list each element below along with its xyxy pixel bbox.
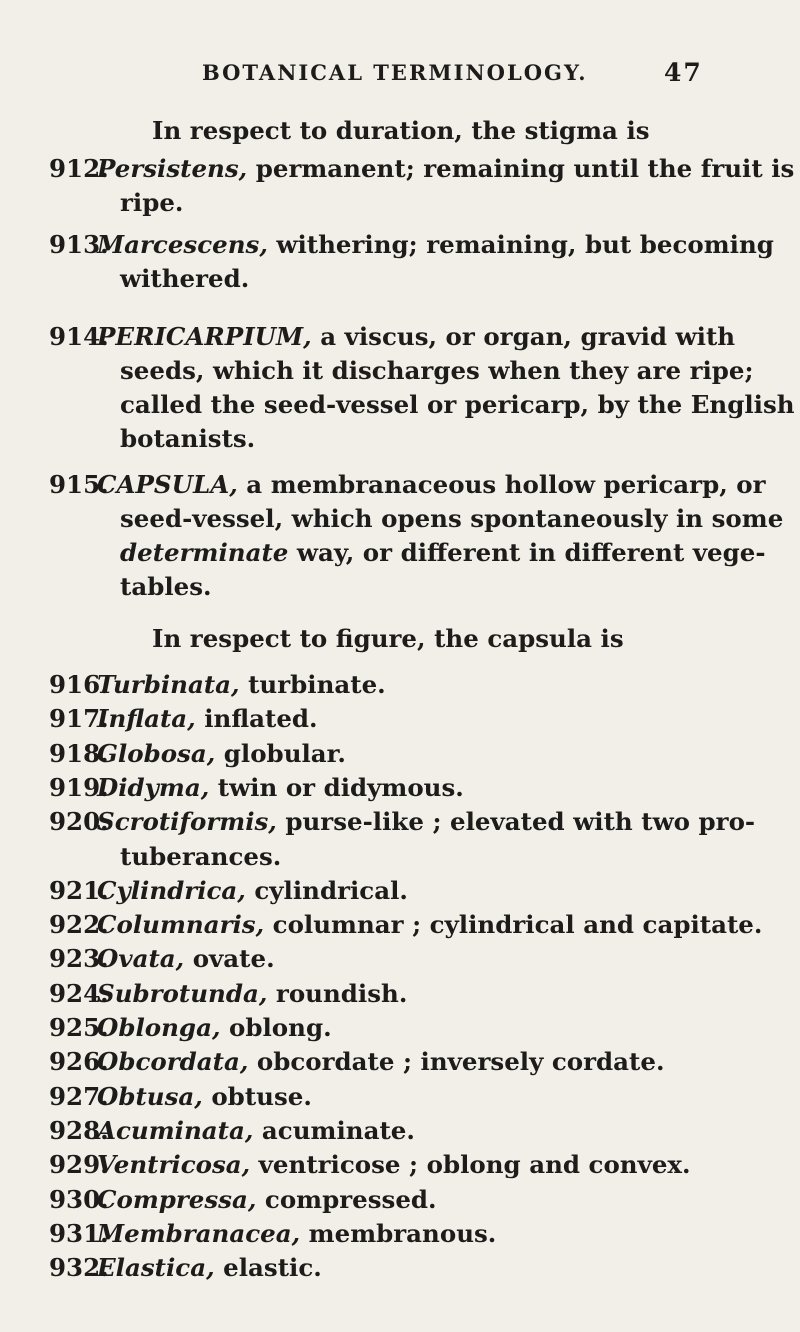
entry-927: 927.Obtusa, obtuse. [49, 1081, 312, 1111]
entry-915: 915.CAPSULA, a membranaceous hollow pericarp, or [49, 470, 766, 499]
entry-923: 923.Ovata, ovate. [49, 944, 275, 974]
entry-920: 920.Scrotiformis, purse-like ; elevated with two pro- [49, 807, 756, 837]
entry-915-cont: seed-vessel, which opens spontaneously in some [120, 504, 784, 533]
page-number: 47 [664, 58, 703, 87]
entry-919: 919.Didyma, twin or didymous. [49, 772, 464, 802]
entry-914-cont: botanists. [120, 424, 256, 453]
entry-920-cont: tuberances. [120, 841, 282, 871]
entry-921: 921.Cylindrica, cylindrical. [49, 875, 408, 905]
entry-928: 928.Acuminata, acuminate. [49, 1115, 415, 1145]
entry-932: 932.Elastica, elastic. [49, 1253, 322, 1283]
entry-915-cont: determinate way, or different in different vege- [120, 538, 766, 567]
entry-931: 931.Membranacea, membranous. [49, 1218, 497, 1248]
entry-925: 925.Oblonga, oblong. [49, 1013, 332, 1042]
section-intro-duration: In respect to duration, the stigma is [152, 116, 650, 145]
entry-916: 916.Turbinata, turbinate. [49, 670, 386, 699]
entry-926: 926.Obcordata, obcordate ; inversely cordate. [49, 1047, 665, 1077]
entry-924: 924.Subrotunda, roundish. [49, 978, 408, 1008]
section-intro-figure: In respect to figure, the capsula is [152, 624, 624, 653]
entry-918: 918.Globosa, globular. [49, 738, 346, 768]
entry-914: 914.PERICARPIUM, a viscus, or organ, gravid with [49, 322, 736, 351]
entry-915-cont: tables. [120, 572, 212, 601]
entry-913: 913.Marcescens, withering; remaining, but becoming [49, 230, 774, 259]
entry-914-cont: seeds, which it discharges when they are ripe; [120, 356, 754, 385]
entry-913-cont: withered. [120, 264, 250, 293]
entry-914-cont: called the seed-vessel or pericarp, by the English [120, 390, 795, 419]
running-title: BOTANICAL TERMINOLOGY. [202, 60, 588, 85]
running-header [0, 60, 800, 90]
entry-929: 929.Ventricosa, ventricose ; oblong and convex. [49, 1150, 691, 1180]
entry-922: 922.Columnaris, columnar ; cylindrical and capitate. [49, 910, 763, 940]
entry-912-cont: ripe. [120, 188, 184, 217]
entry-930: 930.Compressa, compressed. [49, 1184, 437, 1214]
entry-912: 912.Persistens, permanent; remaining until the fruit is [49, 154, 795, 183]
entry-917: 917.Inflata, inflated. [49, 704, 318, 734]
